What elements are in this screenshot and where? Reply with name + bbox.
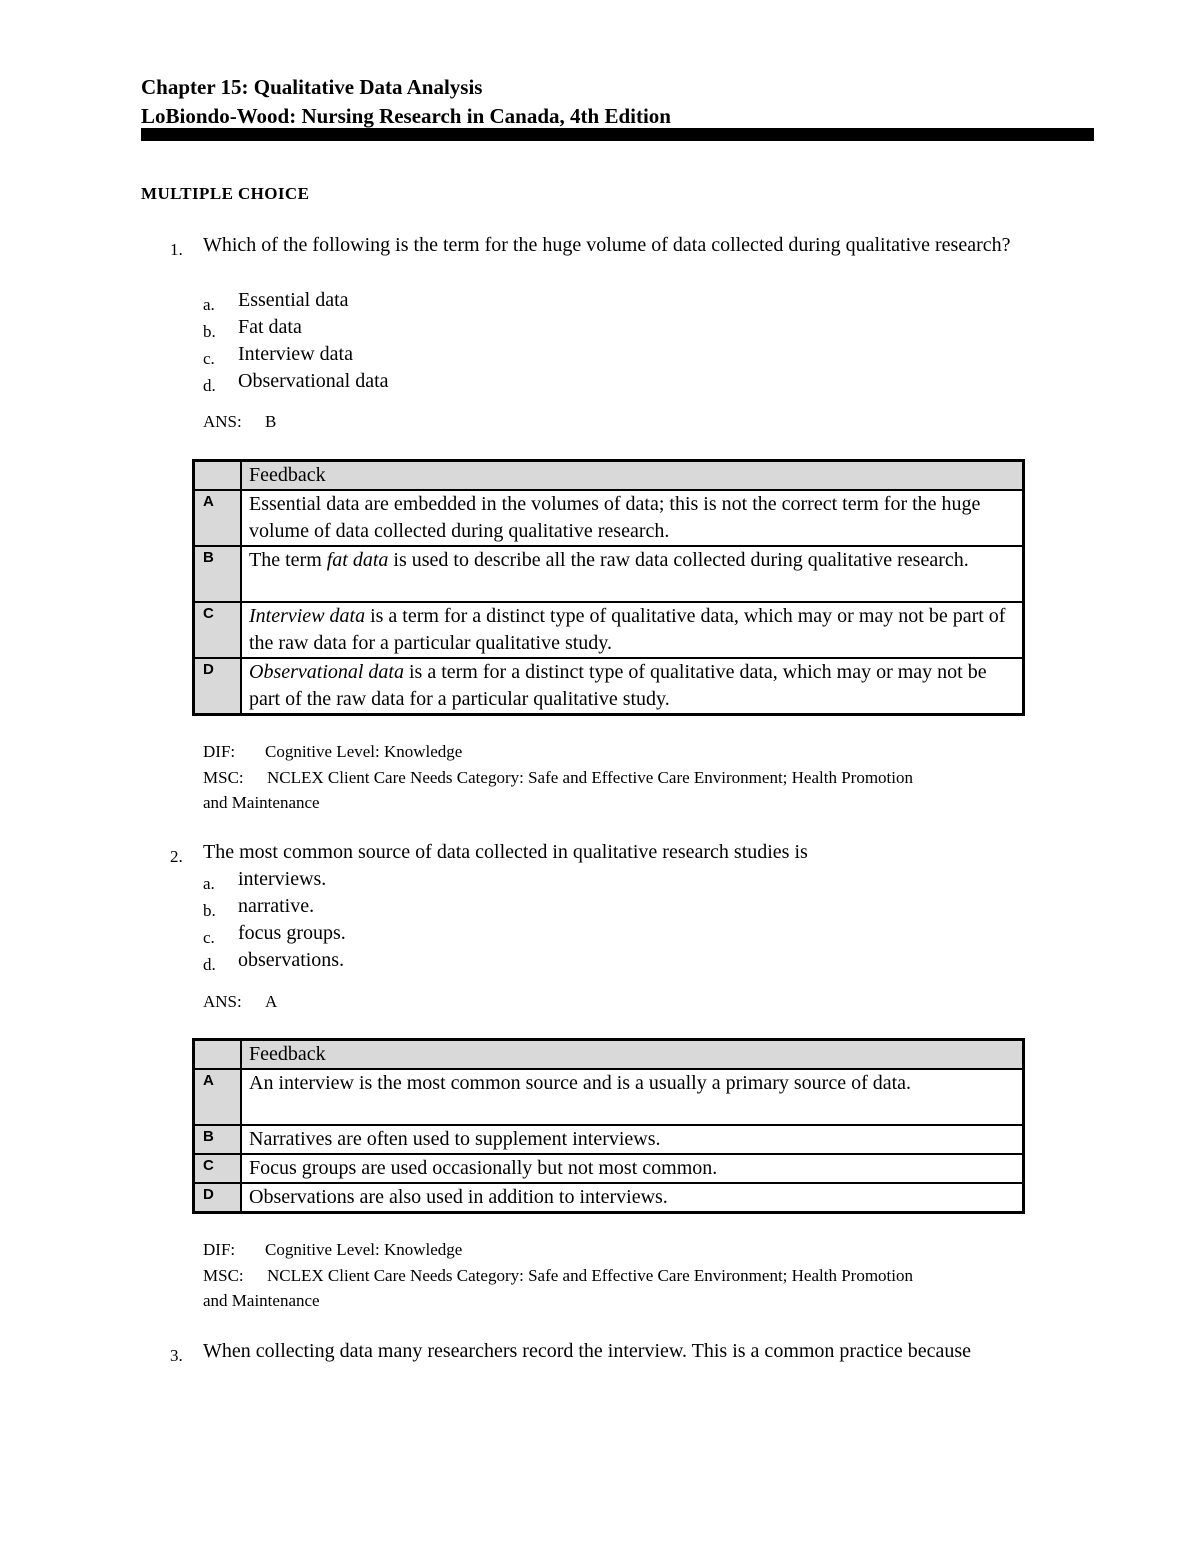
- feedback-key-header: [194, 461, 242, 491]
- answer-line: [203, 992, 277, 1012]
- question-stem: Which of the following is the term for the huge volume of data collected during qualitative research?: [203, 234, 1011, 256]
- option-text: Observational data: [238, 370, 389, 392]
- feedback-row: [194, 658, 1024, 715]
- option-text: Interview data: [238, 343, 353, 365]
- feedback-text: An interview is the most common source and is a usually a primary source of data.: [241, 1069, 1024, 1125]
- msc-label: MSC:: [203, 1266, 244, 1285]
- section-title: MULTIPLE CHOICE: [141, 184, 310, 203]
- option-letter: d.: [203, 955, 216, 974]
- feedback-row: [194, 602, 1024, 658]
- feedback-text: Narratives are often used to supplement interviews.: [241, 1125, 1024, 1154]
- feedback-row: [194, 1183, 1024, 1213]
- msc-value: NCLEX Client Care Needs Category: Safe and Effective Care Environment; Health Promotion: [267, 768, 913, 787]
- answer-label: ANS:: [203, 412, 242, 431]
- feedback-text: Interview data is a term for a distinct type of qualitative data, which may or may not be part of the raw data for a particular qualitative study.: [241, 602, 1024, 658]
- option-letter: c.: [203, 349, 215, 368]
- feedback-header: Feedback: [241, 1040, 1024, 1070]
- feedback-key: D: [194, 658, 242, 715]
- option-letter: a.: [203, 874, 215, 893]
- option-letter: a.: [203, 295, 215, 314]
- feedback-text: The term fat data is used to describe all the raw data collected during qualitative research.: [241, 546, 1024, 602]
- option-text: interviews.: [238, 868, 327, 890]
- feedback-row: [194, 490, 1024, 546]
- feedback-row: [194, 1154, 1024, 1183]
- dif-label: DIF:: [203, 1240, 236, 1259]
- question-number: 2.: [170, 847, 183, 866]
- header-rule: [141, 128, 1094, 141]
- feedback-row: [194, 546, 1024, 602]
- feedback-text: Observations are also used in addition to interviews.: [241, 1183, 1024, 1213]
- feedback-row: [194, 1125, 1024, 1154]
- feedback-key: D: [194, 1183, 242, 1213]
- dif-label: DIF:: [203, 742, 236, 761]
- feedback-key: C: [194, 1154, 242, 1183]
- option-letter: d.: [203, 376, 216, 395]
- question-number: 3.: [170, 1346, 183, 1365]
- feedback-row: [194, 1069, 1024, 1125]
- msc-continuation: and Maintenance: [203, 1291, 320, 1310]
- feedback-key: C: [194, 602, 242, 658]
- feedback-table: [192, 1038, 1025, 1214]
- option-letter: c.: [203, 928, 215, 947]
- feedback-header: Feedback: [241, 461, 1024, 491]
- answer-value: A: [265, 992, 278, 1011]
- msc-value: NCLEX Client Care Needs Category: Safe and Effective Care Environment; Health Promotion: [267, 1266, 913, 1285]
- feedback-text: Observational data is a term for a distinct type of qualitative data, which may or may not be part of the raw data for a particular qualitative study.: [241, 658, 1024, 715]
- question-number: 1.: [170, 240, 183, 259]
- feedback-key: A: [194, 1069, 242, 1125]
- answer-line: [203, 412, 276, 432]
- msc-label: MSC:: [203, 768, 244, 787]
- book-title: LoBiondo-Wood: Nursing Research in Canada, 4th Edition: [141, 104, 671, 128]
- dif-value: Cognitive Level: Knowledge: [265, 742, 463, 761]
- option-text: Fat data: [238, 316, 302, 338]
- option-text: focus groups.: [238, 922, 346, 944]
- option-letter: b.: [203, 322, 216, 341]
- answer-value: B: [265, 412, 277, 431]
- option-letter: b.: [203, 901, 216, 920]
- feedback-key: B: [194, 546, 242, 602]
- question-stem: The most common source of data collected in qualitative research studies is: [203, 841, 808, 863]
- dif-value: Cognitive Level: Knowledge: [265, 1240, 463, 1259]
- answer-label: ANS:: [203, 992, 242, 1011]
- feedback-key: B: [194, 1125, 242, 1154]
- feedback-text: Essential data are embedded in the volumes of data; this is not the correct term for the huge volume of data collected during qualitative research.: [241, 490, 1024, 546]
- feedback-text: Focus groups are used occasionally but not most common.: [241, 1154, 1024, 1183]
- feedback-table: [192, 459, 1025, 716]
- chapter-title: Chapter 15: Qualitative Data Analysis: [141, 75, 483, 99]
- question-stem: When collecting data many researchers record the interview. This is a common practice because: [203, 1340, 971, 1362]
- option-text: Essential data: [238, 289, 349, 311]
- feedback-key-header: [194, 1040, 242, 1070]
- msc-continuation: and Maintenance: [203, 793, 320, 812]
- option-text: observations.: [238, 949, 345, 971]
- feedback-key: A: [194, 490, 242, 546]
- option-text: narrative.: [238, 895, 315, 917]
